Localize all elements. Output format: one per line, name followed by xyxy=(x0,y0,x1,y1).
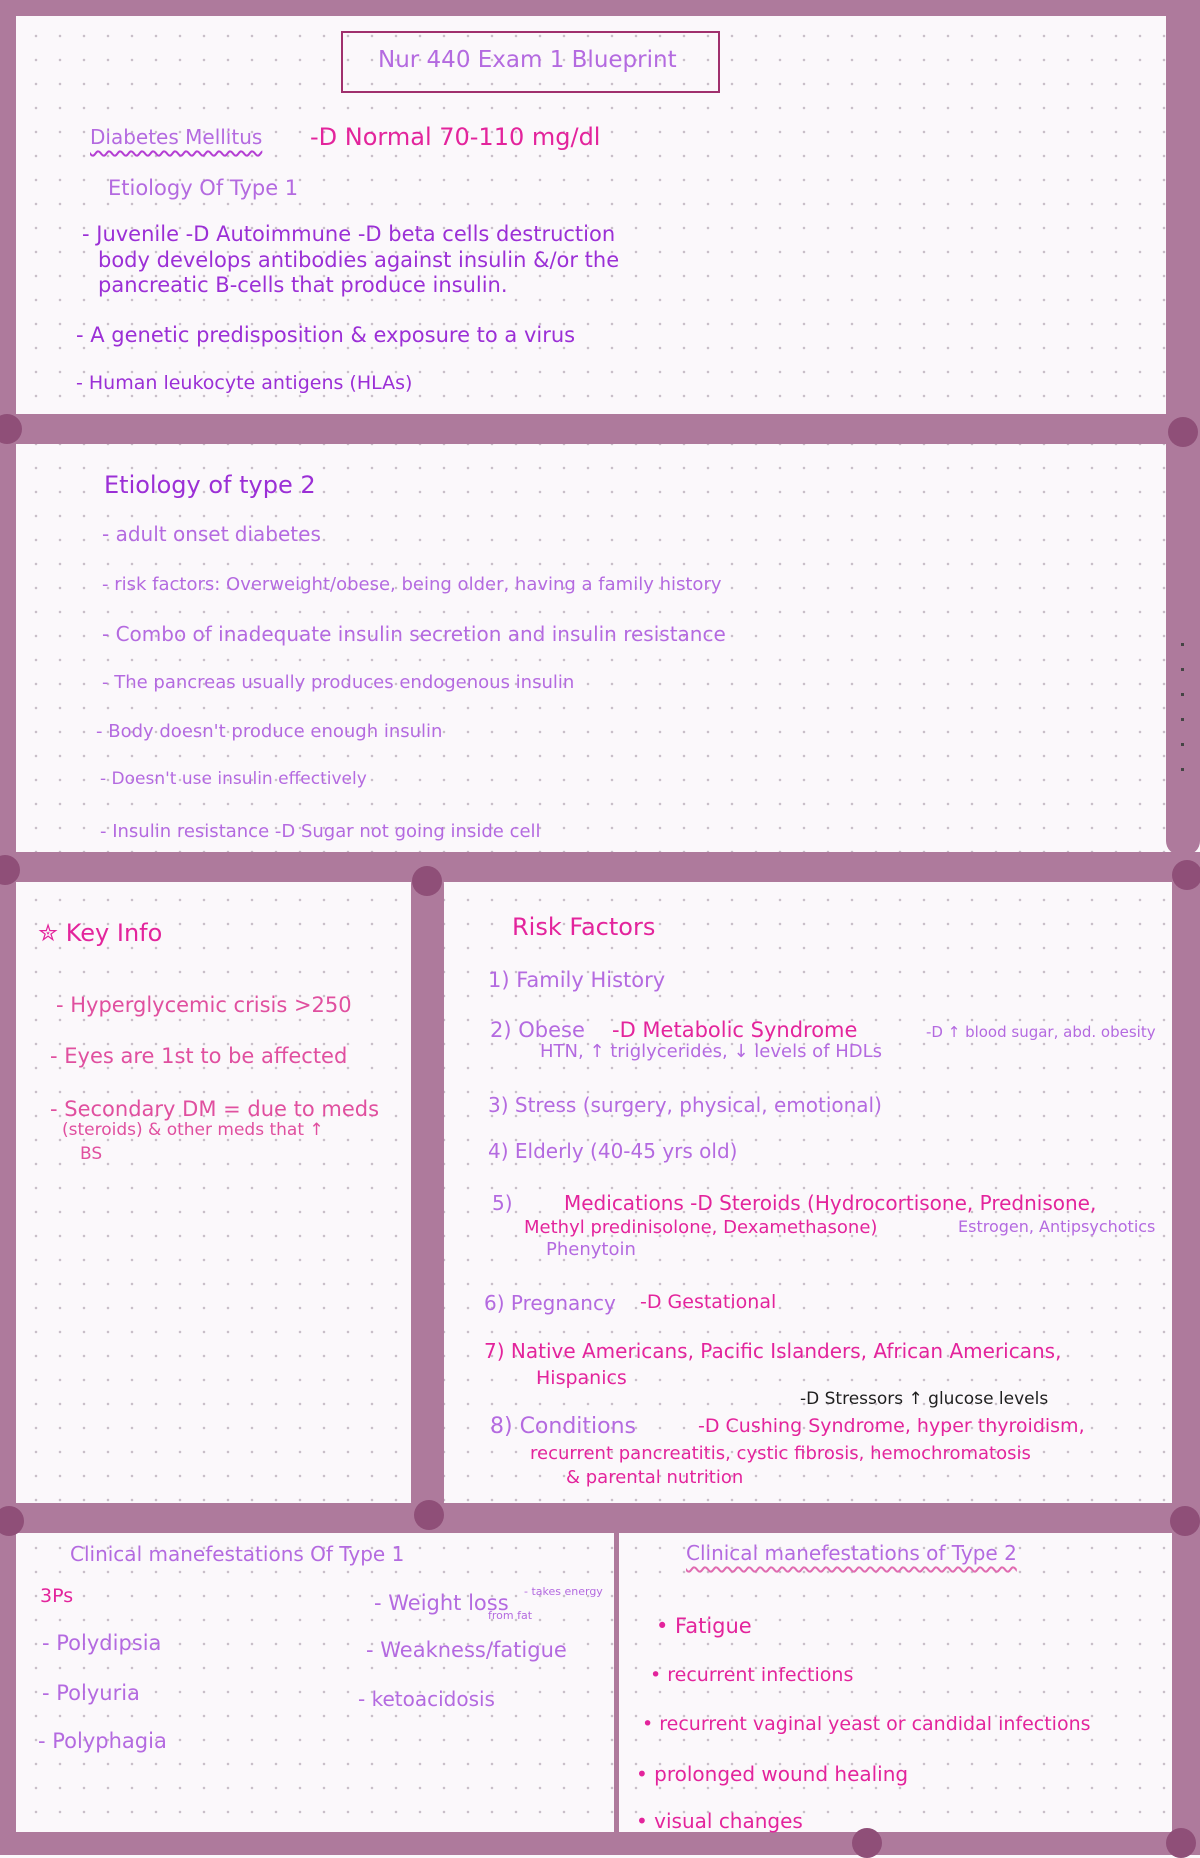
risk-factor-8-cont: recurrent pancreatitis, cystic fibrosis, hemochromatosis xyxy=(530,1443,1031,1464)
margin-dot xyxy=(1181,643,1184,646)
key-info-item: - Secondary DM = due to meds xyxy=(50,1097,380,1121)
risk-factor-2-detail: HTN, ↑ triglycerides, ↓ levels of HDLs xyxy=(540,1041,883,1062)
risk-factor-8-label: 8) Conditions xyxy=(490,1414,637,1439)
risk-factor-2-note: -D ↑ blood sugar, abd. obesity xyxy=(926,1023,1156,1041)
margin-dot xyxy=(1181,693,1184,696)
clinical-type1-heading: Clinical manefestations Of Type 1 xyxy=(70,1542,405,1566)
type2-symptom: • visual changes xyxy=(636,1809,803,1833)
type1-symptom: - Weight loss xyxy=(374,1591,509,1615)
type2-item: - Doesn't use insulin effectively xyxy=(100,769,367,789)
knob-bottom-2 xyxy=(1166,1828,1196,1858)
risk-factor-8-cushing: -D Cushing Syndrome, hyper thyroidism, xyxy=(698,1415,1085,1437)
type2-symptom: • Fatigue xyxy=(656,1614,752,1638)
vertical-divider-mid xyxy=(411,868,444,1518)
key-info-heading: ✮ Key Info xyxy=(38,919,163,947)
risk-factor-3: 3) Stress (surgery, physical, emotional) xyxy=(488,1093,882,1117)
risk-factor-5-medications: Medications -D Steroids (Hydrocortisone, Prednisone, xyxy=(564,1191,1097,1215)
type1-line-3: pancreatic B-cells that produce insulin. xyxy=(98,273,508,297)
type2-item: - adult onset diabetes xyxy=(102,522,321,546)
key-info-item: BS xyxy=(80,1144,103,1164)
knob-bottom-1 xyxy=(852,1828,882,1858)
type1-line-2: body develops antibodies against insulin &/or the xyxy=(98,248,620,272)
margin-dot xyxy=(1181,768,1184,771)
risk-factors-heading: Risk Factors xyxy=(512,913,656,941)
type1-line-1: - Juvenile -D Autoimmune -D beta cells destruction xyxy=(82,222,616,246)
divider-3 xyxy=(0,1503,1200,1533)
type2-symptom: • prolonged wound healing xyxy=(636,1762,909,1786)
vertical-divider-bottom xyxy=(614,1530,619,1855)
risk-factor-8-cont-2: & parental nutrition xyxy=(566,1467,744,1488)
type1-symptom: - Polydipsia xyxy=(42,1631,162,1655)
risk-factor-6-gestational: -D Gestational xyxy=(640,1291,777,1313)
margin-dot xyxy=(1181,743,1184,746)
risk-factor-5-meds-2: Methyl predinisolone, Dexamethasone) xyxy=(524,1217,878,1238)
type1-symptom: - Polyphagia xyxy=(38,1729,167,1753)
type1-symptom: - Polyuria xyxy=(42,1681,140,1705)
type1-symptom: - Weakness/fatigue xyxy=(366,1638,567,1662)
risk-factor-5-meds-3: Estrogen, Antipsychotics xyxy=(958,1217,1156,1236)
type2-item: - risk factors: Overweight/obese, being older, having a family history xyxy=(102,574,722,595)
risk-factor-1: 1) Family History xyxy=(488,968,666,992)
key-info-item: (steroids) & other meds that ↑ xyxy=(62,1120,324,1140)
divider-2 xyxy=(0,852,1200,882)
divider-bottom xyxy=(0,1832,1200,1855)
type1-symptom: - ketoacidosis xyxy=(358,1687,495,1711)
frame-left-bar xyxy=(0,0,16,1855)
type2-item: - Insulin resistance -D Sugar not going inside cell xyxy=(100,821,541,842)
key-info-item: - Hyperglycemic crisis >250 xyxy=(56,993,352,1017)
key-info-item: - Eyes are 1st to be affected xyxy=(50,1044,348,1068)
page-title: Nur 440 Exam 1 Blueprint xyxy=(378,47,677,73)
risk-factor-4: 4) Elderly (40-45 yrs old) xyxy=(488,1139,738,1163)
risk-factor-8-note: -D Stressors ↑ glucose levels xyxy=(800,1389,1049,1409)
knob-mid-2 xyxy=(412,866,442,896)
type2-symptom: • recurrent infections xyxy=(650,1664,854,1686)
risk-factor-7-cont: Hispanics xyxy=(536,1367,627,1389)
frame-right-bar-lower xyxy=(1172,855,1200,1855)
risk-factor-2-label: 2) Obese xyxy=(490,1018,585,1042)
knob-right-1 xyxy=(1168,417,1198,447)
knob-right-3 xyxy=(1170,1506,1200,1536)
normal-range: -D Normal 70-110 mg/dl xyxy=(310,123,601,151)
margin-dot xyxy=(1181,668,1184,671)
weight-loss-note-2: from fat xyxy=(488,1609,533,1622)
clinical-type2-heading: Clinical manefestations of Type 2 xyxy=(686,1541,1017,1565)
knob-mid-3 xyxy=(414,1500,444,1530)
risk-factor-5-num: 5) xyxy=(492,1191,513,1215)
knob-right-2 xyxy=(1172,860,1200,890)
type2-item: - The pancreas usually produces endogenous insulin xyxy=(102,672,575,693)
type1-line-5: - Human leukocyte antigens (HLAs) xyxy=(76,372,413,394)
type2-item: - Body doesn't produce enough insulin xyxy=(96,721,443,742)
risk-factor-5-meds-4: Phenytoin xyxy=(546,1239,636,1260)
diabetes-heading: Diabetes Mellitus xyxy=(90,125,263,149)
margin-dot xyxy=(1181,718,1184,721)
type2-symptom: • recurrent vaginal yeast or candidal infections xyxy=(642,1713,1091,1735)
etiology-type2-heading: Etiology of type 2 xyxy=(104,471,316,499)
risk-factor-2-metabolic: -D Metabolic Syndrome xyxy=(612,1018,858,1042)
type2-item: - Combo of inadequate insulin secretion and insulin resistance xyxy=(102,622,726,646)
weight-loss-note: - takes energy xyxy=(524,1585,603,1598)
risk-factor-6-label: 6) Pregnancy xyxy=(484,1291,616,1315)
etiology-type1-heading: Etiology Of Type 1 xyxy=(108,176,299,200)
risk-factor-7: 7) Native Americans, Pacific Islanders, African Americans, xyxy=(484,1339,1062,1363)
three-ps: 3Ps xyxy=(40,1585,74,1607)
frame-top-bar xyxy=(0,0,1200,16)
divider-1 xyxy=(0,414,1200,444)
type1-line-4: - A genetic predisposition & exposure to a virus xyxy=(76,323,576,347)
